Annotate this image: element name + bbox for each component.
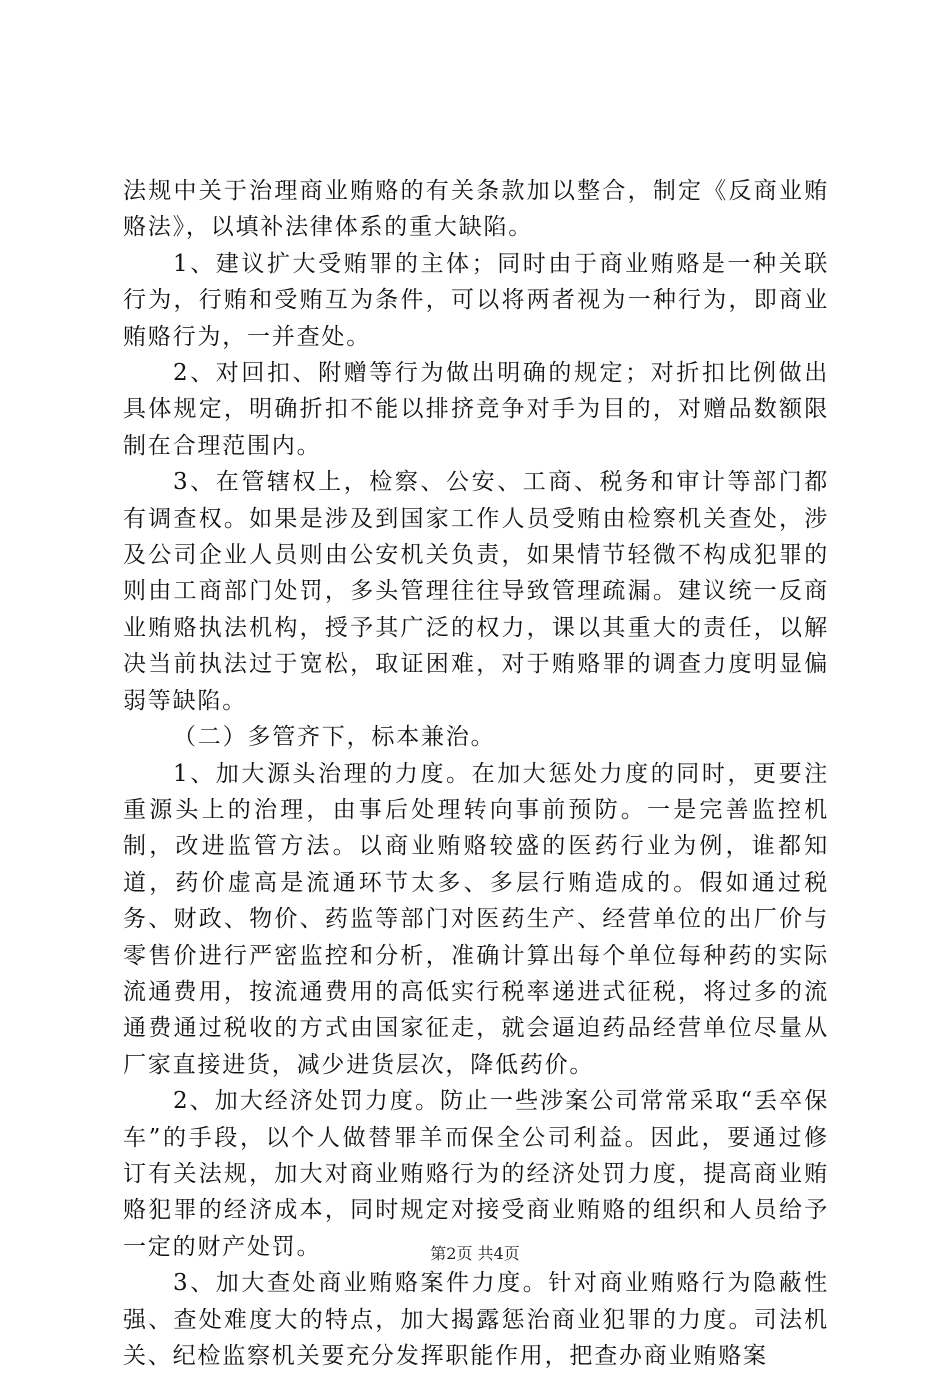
document-body bbox=[123, 173, 829, 1374]
paragraph-item-2: 2、对回扣、附赠等行为做出明确的规定；对折扣比例做出具体规定，明确折扣不能以排挤竞争对手为目的，对赠品数额限制在合理范围内。 bbox=[123, 360, 829, 459]
paragraph-continuation: 法规中关于治理商业贿赂的有关条款加以整合，制定《反商业贿赂法》，以填补法律体系的重大缺陷。 bbox=[123, 178, 829, 241]
page-footer: 第2页 共4页 bbox=[430, 1244, 520, 1263]
paragraph-item-1: 1、建议扩大受贿罪的主体；同时由于商业贿赂是一种关联行为，行贿和受贿互为条件，可以将两者视为一种行为，即商业贿赂行为，一并查处。 bbox=[123, 250, 829, 350]
paragraph-case-investigation: 3、加大查处商业贿赂案件力度。针对商业贿赂行为隐蔽性强、查处难度大的特点，加大揭露惩治商业犯罪的力度。司法机关、纪检监察机关要充分发挥职能作用，把查办商业贿赂案 bbox=[123, 1270, 829, 1369]
paragraph-item-3: 3、在管辖权上，检察、公安、工商、税务和审计等部门都有调查权。如果是涉及到国家工作人员受贿由检察机关查处，涉及公司企业人员则由公安机关负责，如果情节轻微不构成犯罪的则由工商部门处罚，多头管理往往导致管理疏漏。建议统一反商业贿赂执法机构，授予其广泛的权力，课以其重大的责任，以解决当前执法过于宽松，取证困难，对于贿赂罪的调查力度明显偏弱等缺陷。 bbox=[123, 469, 829, 714]
paragraph-source-control: 1、加大源头治理的力度。在加大惩处力度的同时，更要注重源头上的治理，由事后处理转向事前预防。一是完善监控机制，改进监管方法。以商业贿赂较盛的医药行业为例，谁都知道，药价虚高是流通环节太多、多层行贿造成的。假如通过税务、财政、物价、药监等部门对医药生产、经营单位的出厂价与零售价进行严密监控和分析，准确计算出每个单位每种药的实际流通费用，按流通费用的高低实行税率递进式征税，将过多的流通费通过税收的方式由国家征走，就会逼迫药品经营单位尽量从厂家直接进货，减少进货层次，降低药价。 bbox=[123, 760, 829, 1078]
paragraph-economic-penalty: 2、加大经济处罚力度。防止一些涉案公司常常采取“丢卒保车”的手段，以个人做替罪羊而保全公司利益。因此，要通过修订有关法规，加大对商业贿赂行为的经济处罚力度，提高商业贿赂犯罪的经济成本，同时规定对接受商业贿赂的组织和人员给予一定的财产处罚。 bbox=[123, 1088, 829, 1260]
section-heading: （二）多管齐下，标本兼治。 bbox=[173, 724, 496, 751]
